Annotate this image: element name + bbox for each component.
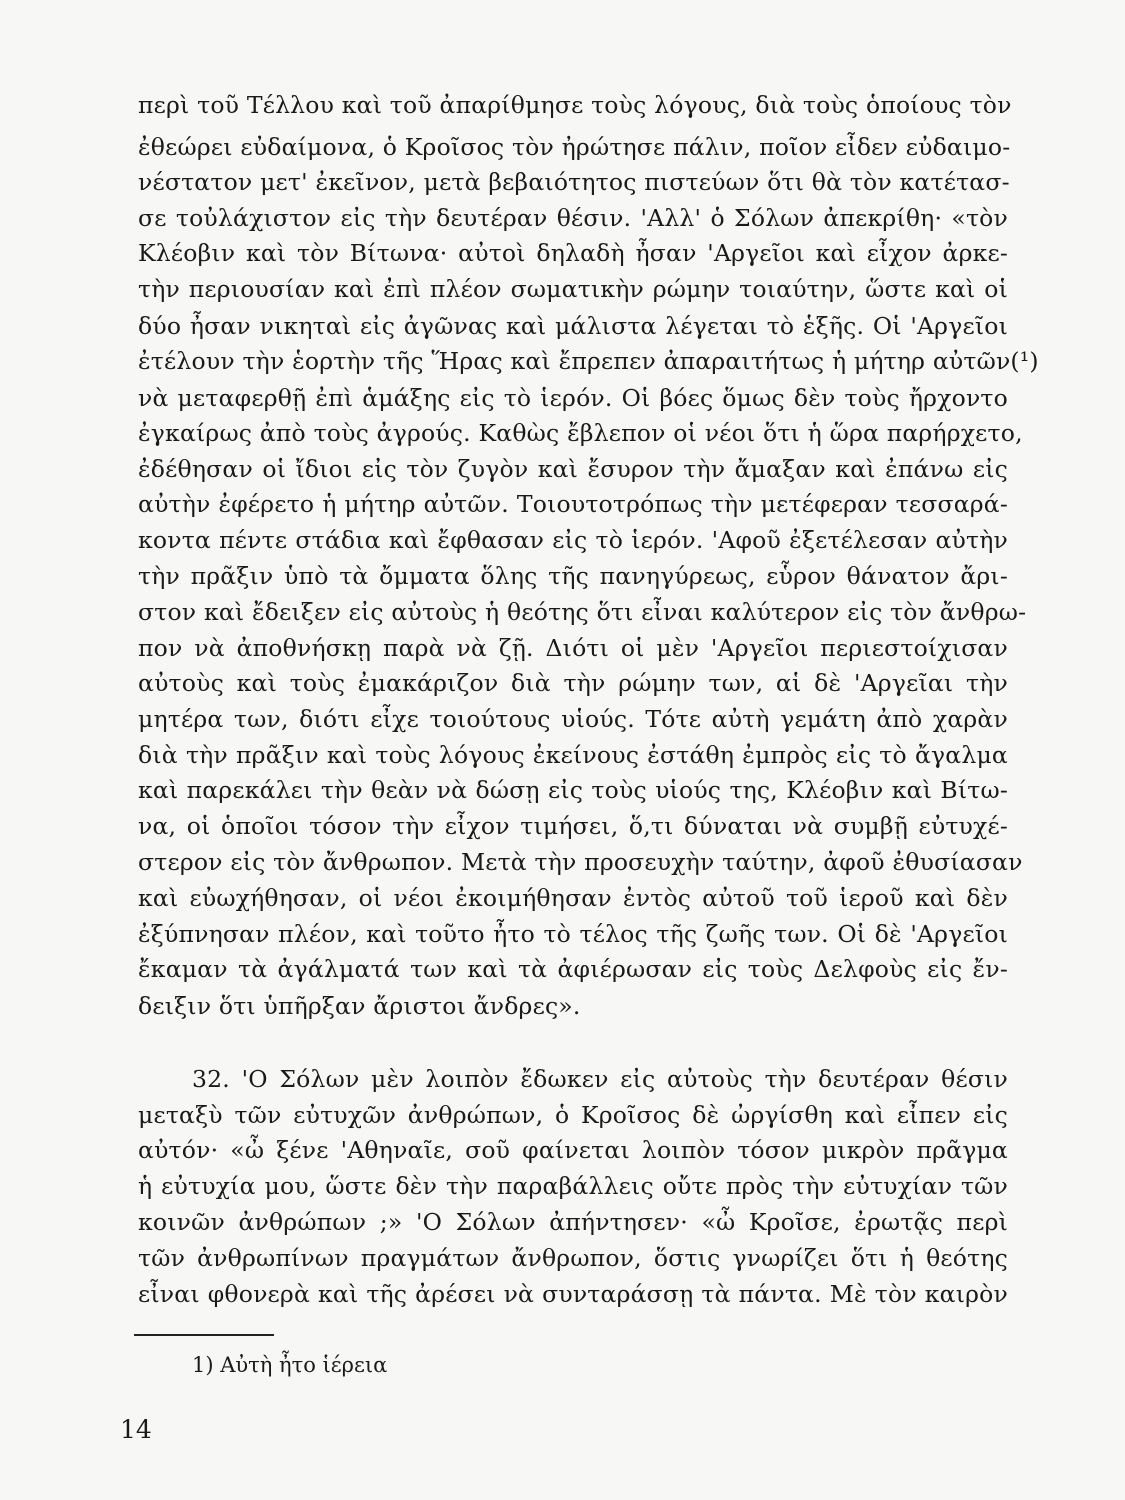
text-line: καὶ παρεκάλει τὴν θεὰν νὰ δώσῃ εἰς τοὺς υἱούς της, Κλέοβιν καὶ Βίτω- — [138, 776, 1008, 804]
text-line: πον νὰ ἀποθνήσκῃ παρὰ νὰ ζῇ. Διότι οἱ μὲν 'Αργεῖοι περιεστοίχισαν — [138, 634, 1008, 662]
text-line: στον καὶ ἔδειξεν εἰς αὐτοὺς ἡ θεότης ὅτι εἶναι καλύτερον εἰς τὸν ἄνθρω- — [138, 598, 1027, 626]
footnote-divider — [134, 1334, 274, 1336]
text-line: νέστατον μετ' ἐκεῖνον, μετὰ βεβαιότητος πιστεύων ὅτι θὰ τὸν κατέτασ- — [138, 168, 1010, 196]
text-line: ἡ εὐτυχία μου, ὥστε δὲν τὴν παραβάλλεις οὔτε πρὸς τὴν εὐτυχίαν τῶν — [138, 1172, 1008, 1200]
text-line: κοντα πέντε στάδια καὶ ἔφθασαν εἰς τὸ ἱερόν. 'Αφοῦ ἐξετέλεσαν αὐτὴν — [138, 526, 1008, 554]
footnote: 1) Αὐτὴ ἦτο ἱέρεια — [192, 1353, 388, 1377]
text-line: δειξιν ὅτι ὑπῆρξαν ἄριστοι ἄνδρες». — [138, 992, 581, 1020]
text-line: περὶ τοῦ Τέλλου καὶ τοῦ ἀπαρίθμησε τοὺς λόγους, διὰ τοὺς ὁποίους τὸν — [138, 91, 1012, 119]
text-line: νὰ μεταφερθῇ ἐπὶ ἁμάξης εἰς τὸ ἱερόν. Οἱ βόες ὅμως δὲν τοὺς ἤρχοντο — [138, 384, 1008, 412]
text-line: ἐθεώρει εὐδαίμονα, ὁ Κροῖσος τὸν ἠρώτησε πάλιν, ποῖον εἶδεν εὐδαιμο- — [138, 133, 1011, 161]
text-line: αὐτὴν ἐφέρετο ἡ μήτηρ αὐτῶν. Τοιουτοτρόπως τὴν μετέφεραν τεσσαρά- — [138, 490, 1008, 518]
text-line: τὴν περιουσίαν καὶ ἐπὶ πλέον σωματικὴν ρώμην τοιαύτην, ὥστε καὶ οἱ — [138, 275, 1008, 303]
text-line: να, οἱ ὁποῖοι τόσον τὴν εἶχον τιμήσει, ὅ,τι δύναται νὰ συμβῇ εὐτυχέ- — [138, 812, 1008, 840]
text-line: σε τοὐλάχιστον εἰς τὴν δευτέραν θέσιν. 'Αλλ' ὁ Σόλων ἀπεκρίθη· «τὸν — [138, 204, 1008, 232]
text-line: στερον εἰς τὸν ἄνθρωπον. Μετὰ τὴν προσευχὴν ταύτην, ἀφοῦ ἐθυσίασαν — [138, 848, 1023, 876]
text-line: καὶ εὐωχήθησαν, οἱ νέοι ἐκοιμήθησαν ἐντὸς αὐτοῦ τοῦ ἱεροῦ καὶ δὲν — [138, 884, 1008, 912]
text-line: κοινῶν ἀνθρώπων ;» 'Ο Σόλων ἀπήντησεν· «ὦ Κροῖσε, ἐρωτᾷς περὶ — [138, 1208, 1008, 1236]
text-line: εἶναι φθονερὰ καὶ τῆς ἀρέσει νὰ συνταράσσῃ τὰ πάντα. Μὲ τὸν καιρὸν — [138, 1280, 1008, 1308]
text-line: Κλέοβιν καὶ τὸν Βίτωνα· αὐτοὶ δηλαδὴ ἦσαν 'Αργεῖοι καὶ εἶχον ἀρκε- — [138, 239, 1008, 267]
text-line: μεταξὺ τῶν εὐτυχῶν ἀνθρώπων, ὁ Κροῖσος δὲ ὠργίσθη καὶ εἶπεν εἰς — [138, 1101, 1008, 1129]
text-line: ἐδέθησαν οἱ ἴδιοι εἰς τὸν ζυγὸν καὶ ἔσυρον τὴν ἄμαξαν καὶ ἐπάνω εἰς — [138, 455, 1008, 483]
text-line: διὰ τὴν πρᾶξιν καὶ τοὺς λόγους ἐκείνους ἐστάθη ἐμπρὸς εἰς τὸ ἄγαλμα — [138, 741, 1008, 769]
text-line: αὐτόν· «ὦ ξένε 'Αθηναῖε, σοῦ φαίνεται λοιπὸν τόσον μικρὸν πρᾶγμα — [138, 1136, 1008, 1164]
text-line: τῶν ἀνθρωπίνων πραγμάτων ἄνθρωπον, ὅστις γνωρίζει ὅτι ἡ θεότης — [138, 1244, 1008, 1272]
text-line: ἐτέλουν τὴν ἑορτὴν τῆς Ἥρας καὶ ἔπρεπεν ἀπαραιτήτως ἡ μήτηρ αὐτῶν(¹) — [138, 347, 1039, 375]
text-line: ἔκαμαν τὰ ἀγάλματά των καὶ τὰ ἀφιέρωσαν εἰς τοὺς Δελφοὺς εἰς ἔν- — [138, 955, 1008, 983]
text-line: ἐξύπνησαν πλέον, καὶ τοῦτο ἦτο τὸ τέλος τῆς ζωῆς των. Οἱ δὲ 'Αργεῖοι — [138, 920, 1008, 948]
text-line: 32. 'Ο Σόλων μὲν λοιπὸν ἔδωκεν εἰς αὐτοὺς τὴν δευτέραν θέσιν — [192, 1065, 1008, 1093]
page-number: 14 — [120, 1415, 152, 1444]
text-line: μητέρα των, διότι εἶχε τοιούτους υἱούς. Τότε αὐτὴ γεμάτη ἀπὸ χαρὰν — [138, 705, 1008, 733]
text-line: ἐγκαίρως ἀπὸ τοὺς ἀγρούς. Καθὼς ἔβλεπον οἱ νέοι ὅτι ἡ ὥρα παρήρχετο, — [138, 419, 1023, 447]
text-line: αὐτοὺς καὶ τοὺς ἐμακάριζον διὰ τὴν ρώμην των, αἱ δὲ 'Αργεῖαι τὴν — [138, 669, 1008, 697]
text-line: δύο ἦσαν νικηταὶ εἰς ἀγῶνας καὶ μάλιστα λέγεται τὸ ἑξῆς. Οἱ 'Αργεῖοι — [138, 312, 1008, 340]
text-line: τὴν πρᾶξιν ὑπὸ τὰ ὄμματα ὅλης τῆς πανηγύρεως, εὗρον θάνατον ἄρι- — [138, 562, 1008, 590]
